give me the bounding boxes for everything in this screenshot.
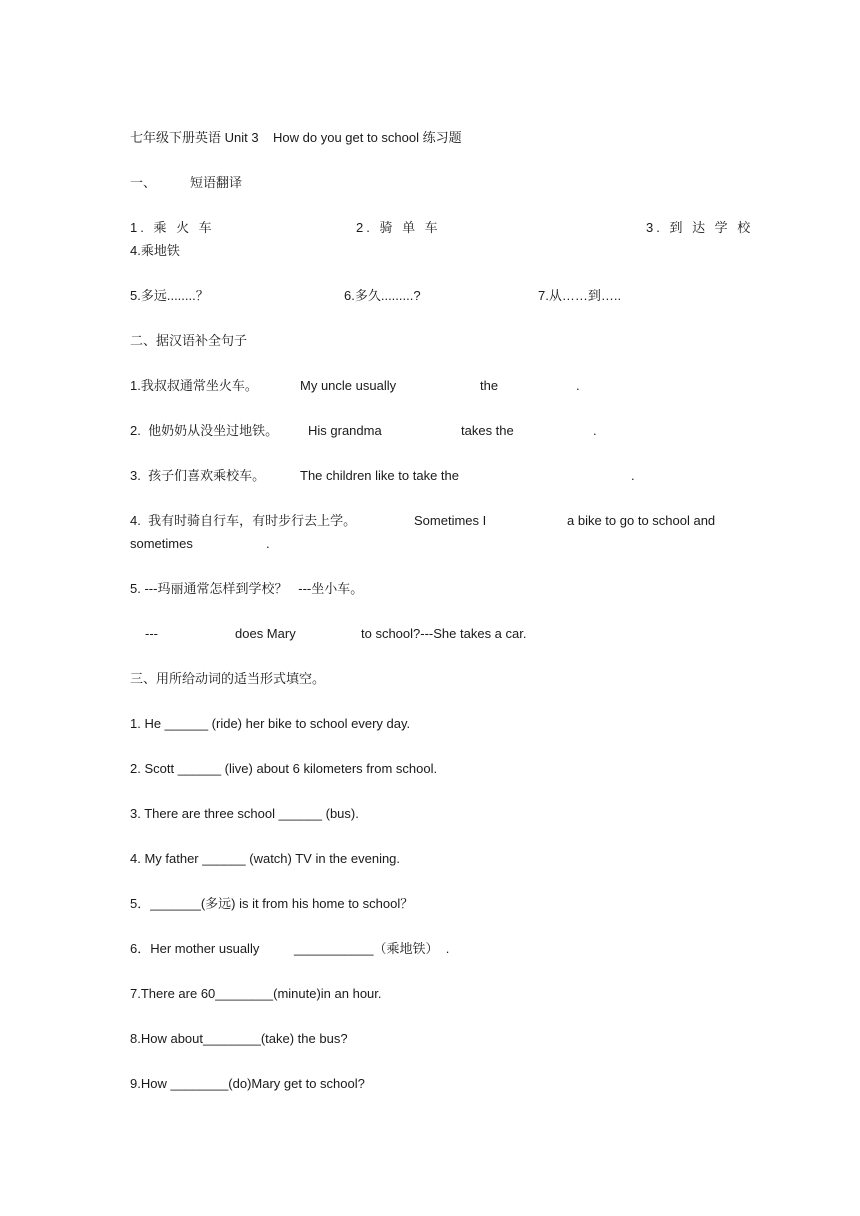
sentence-3-part-a: The children like to take the [300,468,459,483]
phrase-5: 5.多远........？ [130,288,209,303]
sentence-1-part-b: the [480,378,499,393]
section1-heading: 短语翻译 [190,175,243,190]
section1-heading-number: 一、 [130,175,157,190]
phrase-2: 2. 骑 单 车 [356,220,441,235]
page-title: 七年级下册英语 Unit 3 How do you get to school 练习题 [130,130,462,145]
question-8: 8.How about________(take) the bus? [130,1031,348,1046]
sentence-2-chinese: 2. 他奶奶从没坐过地铁。 [130,423,279,438]
phrase-7: 7.从……到….. [538,288,622,303]
sentence-5-part-c: to school?---She takes a car. [361,626,527,641]
sentence-5-part-a: --- [145,626,158,641]
sentence-4-part-a: Sometimes I [414,513,487,528]
section2-heading: 二、据汉语补全句子 [130,333,248,348]
sentence-1-part-a: My uncle usually [300,378,397,393]
question-3: 3. There are three school ______ (bus). [130,806,359,821]
sentence-4-line2-a: sometimes [130,536,193,551]
sentence-1-chinese: 1.我叔叔通常坐火车。 [130,378,258,393]
sentence-4-line2-end: . [266,536,270,551]
question-9: 9.How ________(do)Mary get to school? [130,1076,365,1091]
question-2: 2. Scott ______ (live) about 6 kilometers from school. [130,761,438,776]
sentence-2-part-a: His grandma [308,423,382,438]
sentence-3-end: . [631,468,635,483]
sentence-4-chinese: 4. 我有时骑自行车，有时步行去上学。 [130,513,357,528]
question-6-part-b: ___________（乘地铁） . [294,941,450,956]
sentence-2-part-b: takes the [461,423,514,438]
phrase-4: 4.乘地铁 [130,243,180,258]
question-1: 1. He ______ (ride) her bike to school every day. [130,716,411,731]
question-7: 7.There are 60________(minute)in an hour. [130,986,382,1001]
sentence-1-end: . [576,378,580,393]
phrase-1: 1. 乘 火 车 [130,220,215,235]
question-4: 4. My father ______ (watch) TV in the evening. [130,851,401,866]
sentence-5-chinese: 5. ---玛丽通常怎样到学校？ ---坐小车。 [130,581,364,596]
sentence-5-part-b: does Mary [235,626,296,641]
section3-heading: 三、用所给动词的适当形式填空。 [130,671,326,686]
sentence-2-end: . [593,423,597,438]
question-6-part-a: 6．Her mother usually [130,941,260,956]
question-5: 5．_______(多远) is it from his home to school？ [130,896,414,911]
phrase-3: 3. 到 达 学 校 [646,220,754,235]
sentence-3-chinese: 3. 孩子们喜欢乘校车。 [130,468,266,483]
phrase-6: 6.多久.........? [344,288,421,303]
sentence-4-part-b: a bike to go to school and [567,513,716,528]
